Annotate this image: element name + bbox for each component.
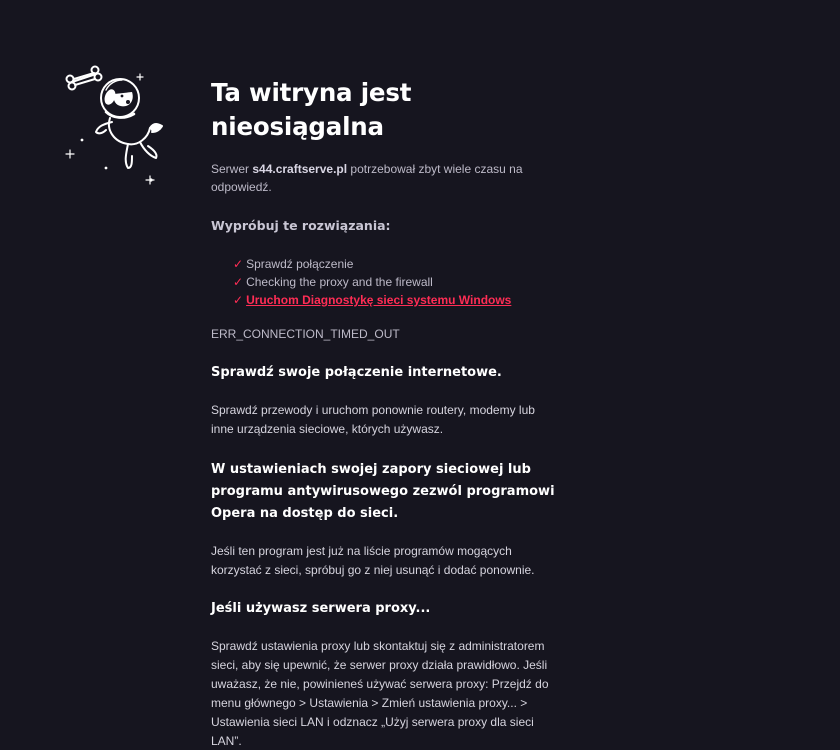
suggestion-label: Checking the proxy and the firewall bbox=[246, 275, 433, 289]
server-host: s44.craftserve.pl bbox=[252, 162, 348, 176]
bone-icon bbox=[67, 67, 102, 90]
suggestions-list bbox=[211, 255, 559, 309]
error-code: ERR_CONNECTION_TIMED_OUT bbox=[211, 327, 400, 341]
subtitle-prefix: Serwer bbox=[211, 162, 253, 176]
error-content bbox=[211, 76, 559, 750]
page-title: Ta witryna jest nieosiągalna bbox=[211, 78, 412, 141]
section-title-connection: Sprawdź swoje połączenie internetowe. bbox=[211, 365, 502, 380]
check-icon: ✓ bbox=[233, 257, 244, 271]
suggestion-item bbox=[233, 255, 559, 273]
section-text-connection: Sprawdź przewody i uruchom ponownie routery, modemy lub inne urządzenia sieciowe, których używasz. bbox=[211, 403, 535, 436]
suggestion-label: Sprawdź połączenie bbox=[246, 257, 354, 271]
subtitle-suffix: potrzebował zbyt wiele czasu na odpowiedź. bbox=[211, 162, 523, 194]
suggestion-item bbox=[233, 273, 559, 291]
space-dog-with-bone-icon bbox=[62, 64, 168, 186]
section-text-firewall: Jeśli ten program jest już na liście programów mogących korzystać z sieci, spróbuj go z niej usunąć i dodać ponownie. bbox=[211, 544, 535, 577]
section-text-proxy: Sprawdź ustawienia proxy lub skontaktuj się z administratorem sieci, aby się upewnić, że serwer proxy działa prawidłowo. Jeśli uważasz, że nie, powinieneś używać serwera proxy: Przejdź do menu głównego > Ustawienia > Zmień ustawienia proxy... > Ustawienia sieci LAN i odznacz „Użyj serwera proxy dla sieci LAN”. bbox=[211, 639, 549, 748]
run-network-diagnostics-link[interactable]: Uruchom Diagnostykę sieci systemu Windows bbox=[246, 293, 512, 307]
suggestions-title: Wypróbuj te rozwiązania: bbox=[211, 218, 391, 233]
error-description bbox=[211, 160, 559, 196]
suggestion-item bbox=[233, 291, 559, 309]
section-title-firewall: W ustawieniach swojej zapory sieciowej lub programu antywirusowego zezwól programowi Opera na dostęp do sieci. bbox=[211, 462, 555, 521]
check-icon: ✓ bbox=[233, 275, 244, 289]
section-title-proxy: Jeśli używasz serwera proxy... bbox=[211, 601, 431, 616]
check-icon: ✓ bbox=[233, 293, 244, 307]
